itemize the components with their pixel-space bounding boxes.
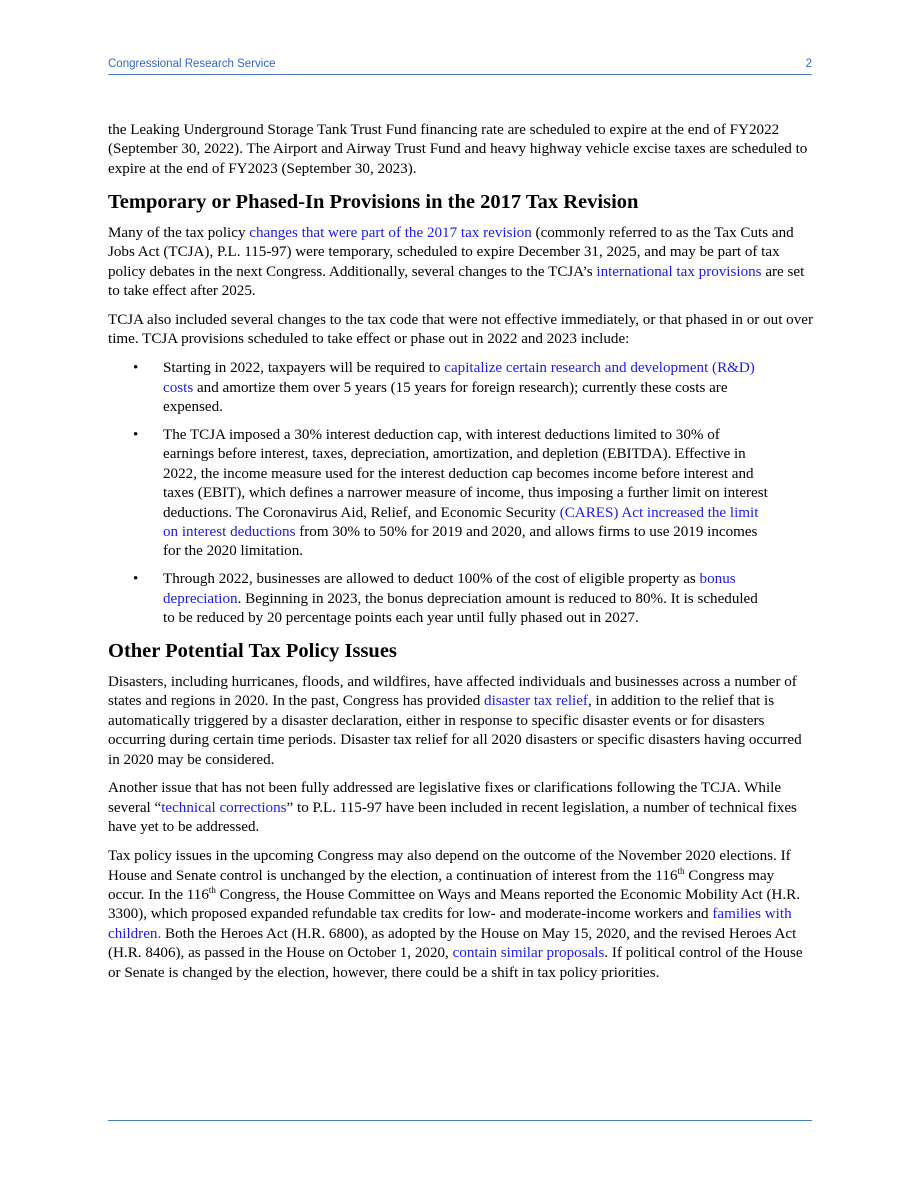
- text-run: (commonly referred to as the Tax Cuts and Jobs Act (TCJA), P.L. 115-97) were temporary, scheduled to expire December 31, 2025, and may be part of tax policy debates in the next Congress. Additionally, several changes to the TCJA’s: [108, 224, 794, 280]
- text-run: Disasters, including hurricanes, floods, and wildfires, have affected individuals and businesses across a number of states and regions in 2020. In the past, Congress has provided: [108, 673, 797, 710]
- text-run: Congress, the House Committee on Ways and Means reported the Economic Mobility Act (H.R. 3300), which proposed expanded refundable tax credits for low- and moderate-income workers and: [108, 887, 801, 923]
- paragraph-technical-corrections: [108, 779, 813, 837]
- link-contain-similar-proposals[interactable]: contain similar proposals: [452, 945, 605, 962]
- superscript: th: [677, 865, 685, 876]
- bullet-marker: •: [133, 426, 139, 443]
- page-header: [108, 58, 812, 75]
- link-cares-act-interest-deductions[interactable]: (CARES) Act increased the limit on interest deductions: [163, 504, 759, 540]
- link-2017-tax-revision-changes[interactable]: changes that were part of the 2017 tax revision: [249, 224, 532, 241]
- text-run: Both the Heroes Act (H.R. 6800), as adopted by the House on May 15, 2020, and the revised Heroes Act (H.R. 8406), as passed in the House on October 1, 2020,: [108, 925, 797, 962]
- text-run: and amortize them over 5 years (15 years for foreign research); currently these costs are expensed.: [163, 379, 728, 415]
- text-run: Through 2022, businesses are allowed to deduct 100% of the cost of eligible property as: [163, 571, 700, 588]
- link-disaster-tax-relief[interactable]: disaster tax relief: [484, 693, 588, 710]
- text-run: Starting in 2022, taxpayers will be required to: [163, 360, 445, 377]
- text-run: Tax policy issues in the upcoming Congress may also depend on the outcome of the November 2020 elections. If House and Senate control is unchanged by the election, a continuation of interest from the 116: [108, 848, 791, 884]
- text-run: Congress may occur. In the 116: [108, 867, 775, 903]
- paragraph-tcja-temporary: [108, 224, 813, 302]
- link-technical-corrections[interactable]: technical corrections: [161, 799, 287, 816]
- provisions-bullet-list: [108, 359, 813, 628]
- text-run: from 30% to 50% for 2019 and 2020, and allows firms to use 2019 incomes for the 2020 limitation.: [163, 523, 758, 560]
- link-international-tax-provisions[interactable]: international tax provisions: [596, 263, 762, 280]
- link-bonus-depreciation[interactable]: bonus depreciation: [163, 571, 736, 607]
- section-heading-temporary-provisions: Temporary or Phased-In Provisions in the 2017 Tax Revision: [108, 191, 639, 214]
- text-run: Many of the tax policy: [108, 224, 250, 241]
- superscript: th: [208, 885, 216, 895]
- bullet-marker: •: [133, 571, 139, 588]
- intro-paragraph: the Leaking Underground Storage Tank Trust Fund financing rate are scheduled to expire at the end of FY2022 (September 30, 2022). The Airport and Airway Trust Fund and heavy highway vehicle excise taxes are scheduled to expire at the end of FY2023 (September 30, 2023).: [108, 122, 808, 177]
- list-item: [108, 359, 813, 417]
- document-body: [108, 121, 813, 993]
- text-run: Another issue that has not been fully addressed are legislative fixes or clarifications following the TCJA. While several “: [108, 780, 782, 816]
- text-run: are set to take effect after 2025.: [108, 263, 805, 299]
- text-run: . If political control of the House or Senate is changed by the election, however, there could be a shift in tax policy priorities.: [108, 945, 803, 981]
- header-org-name: Congressional Research Service: [108, 58, 276, 70]
- paragraph-tcja-phased: TCJA also included several changes to the tax code that were not effective immediately, or that phased in or out over time. TCJA provisions scheduled to take effect or phase out in 2022 and 2023 include:: [108, 311, 813, 348]
- bullet-marker: •: [133, 360, 139, 377]
- section-heading-other-issues: Other Potential Tax Policy Issues: [108, 640, 397, 663]
- text-run: ” to P.L. 115-97 have been included in recent legislation, a number of technical fixes have yet to be addressed.: [108, 799, 797, 836]
- header-page-number: 2: [805, 58, 812, 70]
- list-item: [108, 426, 813, 562]
- text-run: , in addition to the relief that is automatically triggered by a disaster declaration, either in response to specific disaster events or for disasters occurring during certain time periods. Disaster tax relief for all 2020 disasters or specific disasters having occurred in 2020 may be considered.: [108, 693, 802, 768]
- paragraph-upcoming-congress: [108, 847, 813, 983]
- text-run: The TCJA imposed a 30% interest deduction cap, with interest deductions limited to 30% of earnings before interest, taxes, depreciation, amortization, and depletion (EBITDA). Effective in 2022, the income measure used for the interest deduction cap becomes income before interest and taxes (EBIT), which defines a narrower measure of income, thus imposing a further limit on interest deductions. The Coronavirus Aid, Relief, and Economic Security: [163, 426, 768, 521]
- text-run: . Beginning in 2023, the bonus depreciation amount is reduced to 80%. It is scheduled to be reduced by 20 percentage points each year until fully phased out in 2027.: [163, 590, 758, 627]
- footer-divider: [108, 1120, 812, 1121]
- link-families-with-children[interactable]: families with children.: [108, 906, 792, 942]
- paragraph-disasters: [108, 673, 813, 770]
- list-item: [108, 570, 813, 628]
- link-capitalize-rd-costs[interactable]: capitalize certain research and development (R&D) costs: [163, 360, 755, 396]
